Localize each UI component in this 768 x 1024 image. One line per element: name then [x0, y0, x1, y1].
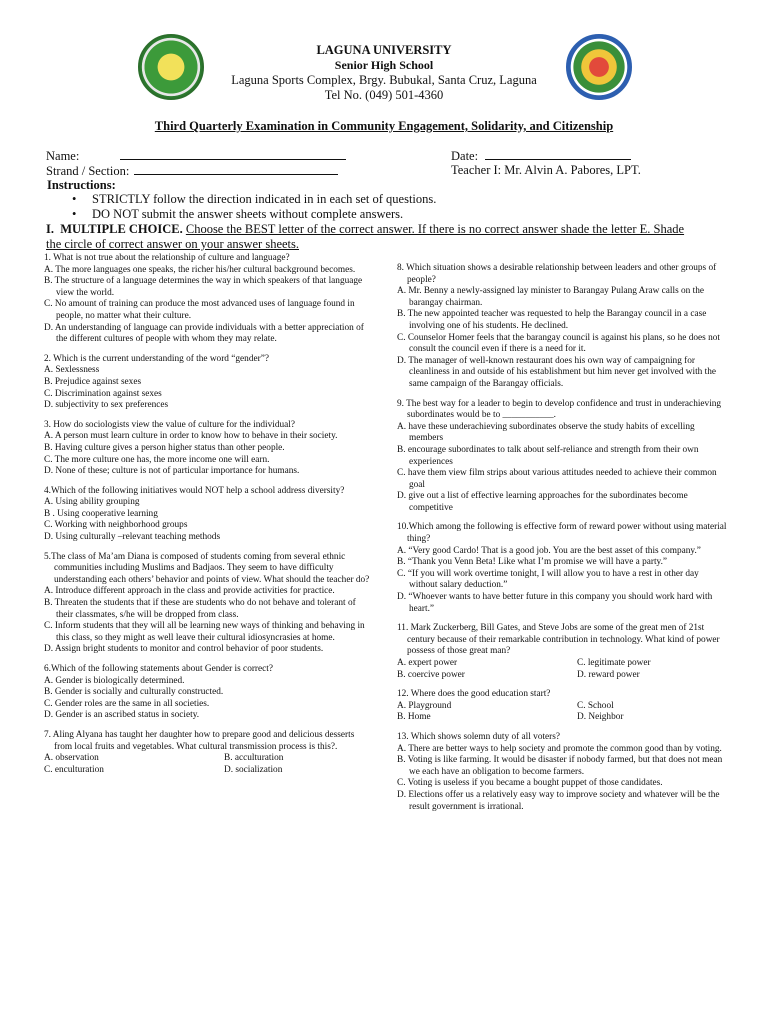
- answer-option: B . Using cooperative learning: [44, 508, 158, 519]
- answer-option: C. Working with neighborhood groups: [44, 520, 188, 531]
- answer-option: A. Playground: [397, 700, 452, 711]
- answer-option: D. Gender is an ascribed status in society.: [44, 710, 200, 721]
- question-stem: 13. Which shows solemn duty of all voters?: [397, 731, 561, 742]
- answer-option: B. acculturation: [224, 753, 284, 764]
- question-1: [397, 263, 729, 391]
- answer-option-row: [44, 765, 374, 777]
- questions-right-column: [397, 263, 729, 821]
- question-stem: 1. What is not true about the relationship of culture and language?: [44, 253, 290, 263]
- answer-option: D. The manager of well-known restaurant does his own way of campaigning for cleanliness in and outside of his establishment but him never get involved with the same campaign of the Barangay officials.: [397, 355, 716, 389]
- answer-option: A. expert power: [397, 658, 458, 668]
- answer-option: C. enculturation: [44, 764, 104, 775]
- question-6: [397, 732, 729, 813]
- instructions-list: [72, 192, 436, 222]
- question-3: [397, 522, 729, 615]
- answer-option: A. The more languages one speaks, the richer his/her cultural background becomes.: [44, 264, 356, 275]
- answer-option-row: [397, 701, 729, 713]
- answer-option: B. Having culture gives a person higher status than other people.: [44, 442, 285, 453]
- name-line: [120, 148, 346, 160]
- question-stem: 12. Where does the good education start?: [397, 689, 551, 700]
- teacher-name: Teacher I: Mr. Alvin A. Pabores, LPT.: [451, 163, 641, 177]
- instruction-item: • STRICTLY follow the direction indicated in in each set of questions.: [72, 192, 436, 207]
- answer-option: D. Using culturally –relevant teaching methods: [44, 532, 221, 543]
- questions-left-column: [44, 253, 374, 784]
- answer-option: C. have them view film strips about various attitudes needed to achieve their common goal: [397, 468, 717, 490]
- question-stem: 11. Mark Zuckerberg, Bill Gates, and Steve Jobs are some of the great men of 21st century because of their remarkable contribution in technology. What kind of power possess of those great man?: [397, 623, 720, 657]
- answer-option: C. Voting is useless if you became a bought puppet of those candidates.: [397, 778, 663, 789]
- answer-option: A. Mr. Benny a newly-assigned lay minister to Barangay Pulang Araw calls on the barangay chairman.: [397, 286, 704, 308]
- answer-option: A. There are better ways to help society and promote the common good than by voting.: [397, 743, 722, 754]
- question-stem: 9. The best way for a leader to begin to develop confidence and trust in underachieving subordinates would be to ___________.: [397, 398, 722, 421]
- date-line: [485, 148, 631, 160]
- name-label: Name:: [46, 149, 80, 163]
- question-5: [397, 689, 729, 724]
- question-stem: 10.Which among the following is effective form of reward power without using material thing?: [397, 522, 727, 545]
- instructions-title: Instructions:: [47, 178, 116, 192]
- date-field: [451, 148, 631, 164]
- school-telephone: Tel No. (049) 501-4360: [324, 88, 444, 102]
- question-stem: 4.Which of the following initiatives would NOT help a school address diversity?: [44, 485, 345, 496]
- answer-option: A. Gender is biologically determined.: [44, 675, 185, 686]
- answer-option: A. Using ability grouping: [44, 497, 140, 508]
- answer-option: B. encourage subordinates to talk about self-reliance and strength from their own experiences: [397, 444, 699, 467]
- answer-option: D. None of these; culture is not of particular importance for humans.: [44, 466, 300, 477]
- answer-option: D. “Whoever wants to have better future in this company you should work hard with heart.”: [397, 592, 713, 614]
- question-7: [44, 730, 374, 776]
- answer-option: B. Prejudice against sexes: [44, 376, 142, 387]
- strand-section-line: [134, 163, 338, 175]
- answer-option: A. Sexlessness: [44, 365, 100, 376]
- answer-option: A. “Very good Cardo! That is a good job. You are the best asset of this company.”: [397, 545, 701, 556]
- instruction-item: • DO NOT submit the answer sheets without complete answers.: [72, 207, 436, 222]
- school-name: Senior High School: [334, 58, 434, 72]
- answer-option: A. A person must learn culture in order to know how to behave in their society.: [44, 431, 338, 442]
- answer-option: B. The structure of a language determines the way in which speakers of that language view the world.: [44, 276, 363, 298]
- answer-option: D. subjectivity to sex preferences: [44, 400, 169, 411]
- section-title: MULTIPLE CHOICE.: [60, 222, 183, 236]
- exam-title: Third Quarterly Examination in Community Engagement, Solidarity, and Citizenship: [154, 119, 614, 133]
- question-stem: 2. Which is the current understanding of the word “gender”?: [44, 353, 269, 364]
- school-address: Laguna Sports Complex, Brgy. Bubukal, Santa Cruz, Laguna: [231, 73, 537, 87]
- question-3: [44, 420, 374, 478]
- question-stem: 7. Aling Alyana has taught her daughter how to prepare good and delicious desserts from local fruits and vegetables. What cultural transmission process is this?.: [44, 729, 355, 752]
- question-1: [44, 253, 374, 346]
- answer-option: C. Inform students that they will all be learning new ways of thinking and behaving in this class, so they might as well leave their cultural idiosyncrasies at home.: [44, 621, 365, 643]
- question-stem: 5.The class of Ma’am Diana is composed of students coming from several ethnic communities including Muslims and Badjaos. They seem to have difficulty understanding each others’ behavior and points of view. What should the teacher do?: [44, 551, 370, 585]
- answer-option-row: [397, 712, 729, 724]
- answer-option: C. Discrimination against sexes: [44, 388, 162, 399]
- answer-option-row: [397, 658, 729, 670]
- answer-option: C. Gender roles are the same in all societies.: [44, 698, 210, 709]
- answer-option: C. School: [577, 700, 614, 711]
- answer-option: B. Gender is socially and culturally constructed.: [44, 687, 224, 698]
- answer-option: D. An understanding of language can provide individuals with a better appreciation of the different cultures of people with whom they may relate.: [44, 322, 364, 345]
- question-6: [44, 664, 374, 722]
- answer-option: B. Threaten the students that if these are students who do not behave and tolerant of their classmates, s/he will be dropped from class.: [44, 598, 356, 620]
- university-name: LAGUNA UNIVERSITY: [316, 43, 452, 57]
- answer-option: B. The new appointed teacher was requested to help the Barangay council in a case involving one of his students. He declined.: [397, 309, 707, 331]
- answer-option: D. give out a list of effective learning approaches for the subordinates become competitive: [397, 491, 688, 513]
- question-5: [44, 552, 374, 656]
- strand-section-label: Strand / Section:: [46, 164, 130, 178]
- answer-option: A. have these underachieving subordinates observe the study habits of excelling members: [397, 421, 695, 444]
- answer-option: C. Counselor Homer feels that the barangay council is against his plans, so he does not consult the council even if there is a need for it.: [397, 332, 720, 355]
- answer-option: B. coercive power: [397, 669, 465, 680]
- answer-option: D. Elections offer us a relatively easy way to improve society and whatever will be the result government is irrational.: [397, 789, 720, 812]
- section-heading: [46, 222, 686, 252]
- section-number: I.: [46, 222, 54, 236]
- section-direction: Choose the BEST letter of the correct answer. If there is no correct answer shade the letter E. Shade the circle of correct answer on your answer sheets.: [46, 222, 685, 251]
- question-2: [397, 399, 729, 515]
- answer-option: D. Neighbor: [577, 712, 624, 723]
- question-stem: 3. How do sociologists view the value of culture for the individual?: [44, 419, 295, 430]
- question-4: [44, 486, 374, 544]
- answer-option: C. The more culture one has, the more income one will earn.: [44, 454, 270, 465]
- answer-option: B. “Thank you Venn Beta! Like what I’m promise we will have a party.”: [397, 557, 668, 568]
- answer-option: D. reward power: [577, 669, 640, 680]
- question-4: [397, 623, 729, 681]
- answer-option: A. Introduce different approach in the class and provide activities for practice.: [44, 586, 335, 597]
- date-label: Date:: [451, 149, 479, 163]
- answer-option: A. observation: [44, 753, 99, 764]
- name-field: [46, 148, 346, 164]
- answer-option: D. socialization: [224, 764, 283, 775]
- answer-option: B. Home: [397, 712, 431, 723]
- answer-option-row: [397, 670, 729, 682]
- answer-option-row: [44, 753, 374, 765]
- answer-option: C. legitimate power: [577, 658, 651, 668]
- answer-option: C. “If you will work overtime tonight, I will allow you to have a rest in other day without salary deduction.”: [397, 568, 699, 591]
- answer-option: C. No amount of training can produce the most advanced uses of language found in people, no matter what their culture.: [44, 299, 355, 321]
- question-stem: 6.Which of the following statements about Gender is correct?: [44, 664, 273, 674]
- question-2: [44, 354, 374, 412]
- strand-section-field: [46, 163, 338, 179]
- answer-option: B. Voting is like farming. It would be disaster if nobody farmed, but that does not mean we each have an obligation to become farmers.: [397, 755, 723, 777]
- answer-option: D. Assign bright students to monitor and control behavior of poor students.: [44, 644, 324, 655]
- question-stem: 8. Which situation shows a desirable relationship between leaders and other groups of people?: [397, 263, 717, 285]
